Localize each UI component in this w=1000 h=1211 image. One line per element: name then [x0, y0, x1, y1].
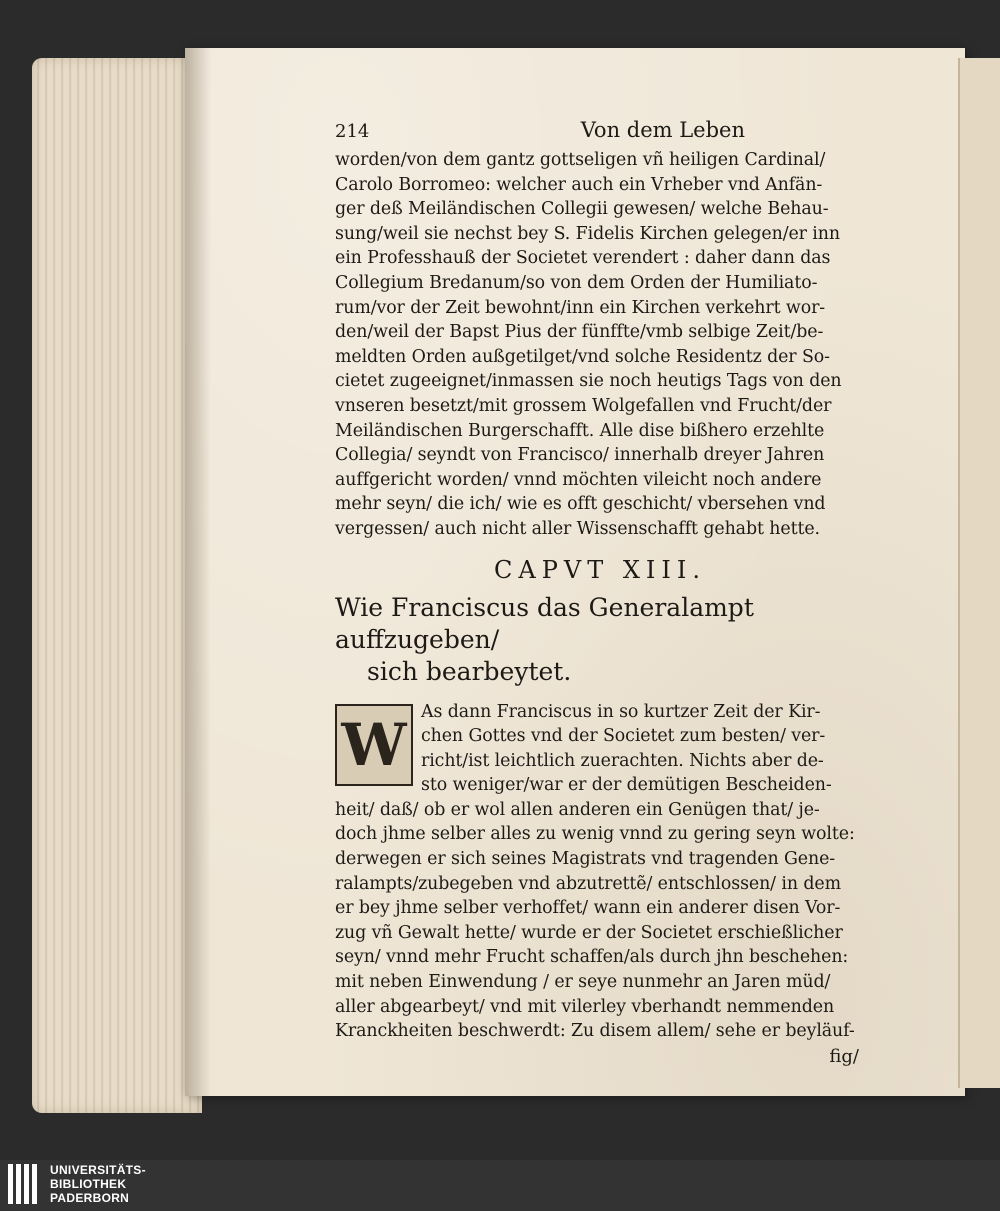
text-line: Meiländischen Burgerschafft. Alle dise bißhero erzehlte	[335, 420, 825, 441]
text-line: Collegia/ seyndt von Francisco/ innerhalb dreyer Jahren	[335, 445, 825, 466]
text-line: zug vñ Gewalt hette/ wurde er der Societet erschießlicher	[335, 922, 843, 943]
running-head: Von dem Leben	[580, 118, 745, 142]
library-logo-icon	[8, 1164, 38, 1204]
footer-bar	[0, 1160, 1000, 1211]
logo-line: BIBLIOTHEK	[50, 1177, 127, 1191]
text-line: As dann Franciscus in so kurtzer Zeit der Kir-	[421, 701, 821, 722]
page-header	[335, 118, 805, 142]
text-line: seyn/ vnnd mehr Frucht schaffen/als durch jhn beschehen:	[335, 947, 849, 968]
text-line: Kranckheiten beschwerdt: Zu disem allem/ sehe er beyläuf-	[335, 1021, 855, 1042]
text-line: worden/von dem gantz gottseligen vñ heiligen Cardinal/	[335, 150, 826, 170]
text-line: heit/ daß/ ob er wol allen anderen ein Genügen that/ je-	[335, 799, 820, 820]
text-line: doch jhme selber alles zu wenig vnnd zu gering seyn wolte:	[335, 824, 855, 845]
drop-cap-initial: W	[335, 704, 413, 786]
text-line: cietet zugeeignet/inmassen sie noch heutigs Tags von den	[335, 371, 842, 392]
book-page-edges	[32, 58, 202, 1113]
text-line: vnseren besetzt/mit grossem Wolgefallen vnd Frucht/der	[335, 395, 832, 416]
text-line: sto weniger/war er der demütigen Bescheiden-	[421, 775, 832, 796]
text-line: ralampts/zubegeben vnd abzutrettẽ/ entschlossen/ in dem	[335, 873, 841, 894]
chapter-title-line: sich bearbeytet.	[367, 656, 572, 686]
chapter-title-line: Wie Franciscus das Generalampt auffzugeben/	[335, 592, 754, 654]
text-line: auffgericht worden/ vnnd möchten vileicht noch andere	[335, 469, 822, 490]
chapter-title	[335, 592, 865, 688]
text-line: Collegium Bredanum/so von dem Orden der Humiliato-	[335, 272, 818, 293]
catchword: fig/	[829, 1045, 859, 1067]
page-number: 214	[335, 121, 370, 142]
text-line: meldten Orden außgetilget/vnd solche Residentz der So-	[335, 346, 830, 367]
page-gutter-shadow	[185, 48, 211, 1096]
paragraph-1	[335, 148, 865, 542]
text-line: rum/vor der Zeit bewohnt/inn ein Kirchen verkehrt wor-	[335, 297, 826, 318]
text-line: den/weil der Bapst Pius der fünffte/vmb selbige Zeit/be-	[335, 322, 824, 343]
paragraph-2	[335, 700, 865, 1044]
facing-page-edge	[958, 58, 1000, 1088]
page-text-block	[335, 118, 865, 1067]
text-line: richt/ist leichtlich zuerachten. Nichts aber de-	[421, 750, 824, 771]
text-line: mehr seyn/ die ich/ wie es offt geschicht/ vbersehen vnd	[335, 494, 826, 515]
logo-line: UNIVERSITÄTS-	[50, 1163, 146, 1177]
text-line: mit neben Einwendung / er seye nunmehr an Jaren müd/	[335, 972, 831, 993]
text-line: er bey jhme selber verhoffet/ wann ein anderer disen Vor-	[335, 898, 841, 919]
library-logo-text	[50, 1163, 146, 1205]
chapter-heading: CAPVT XIII.	[494, 555, 706, 584]
text-line: ger deß Meiländischen Collegii gewesen/ welche Behau-	[335, 199, 829, 220]
text-line: vergessen/ auch nicht aller Wissenschafft gehabt hette.	[335, 518, 820, 539]
text-line: derwegen er sich seines Magistrats vnd tragenden Gene-	[335, 849, 836, 870]
text-line: Carolo Borromeo: welcher auch ein Vrheber vnd Anfän-	[335, 174, 823, 195]
text-line: ein Professhauß der Societet verendert : daher dann das	[335, 248, 831, 269]
text-line: sung/weil sie nechst bey S. Fidelis Kirchen gelegen/er inn	[335, 223, 840, 244]
logo-line: PADERBORN	[50, 1191, 130, 1205]
text-line: aller abgearbeyt/ vnd mit vilerley vberhandt nemmenden	[335, 996, 835, 1017]
text-line: chen Gottes vnd der Societet zum besten/ ver-	[421, 726, 826, 747]
